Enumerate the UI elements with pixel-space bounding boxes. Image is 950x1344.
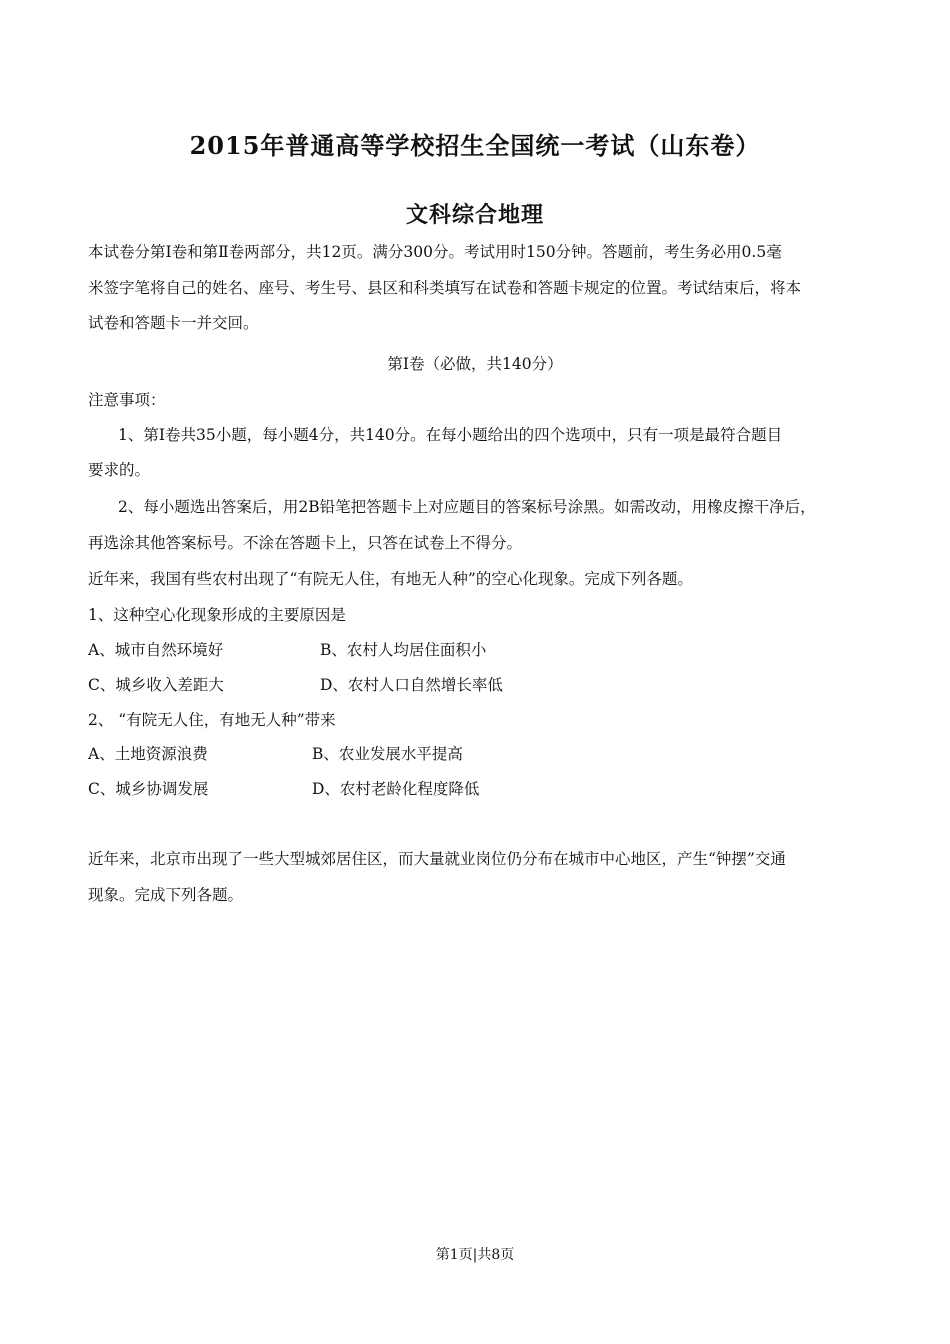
option-b: B、农村人均居住面积小 [320, 641, 487, 659]
intro-line: 本试卷分第Ⅰ卷和第Ⅱ卷两部分，共12页。满分300分。考试用时150分钟。答题前，考生务必用0.5毫 [88, 243, 782, 261]
page-footer: 第1页|共8页 [435, 1247, 515, 1263]
option-b: B、农业发展水平提高 [312, 745, 463, 763]
section-heading: 第Ⅰ卷（必做，共140分） [387, 355, 563, 373]
exam-title: 2015年普通高等学校招生全国统一考试（山东卷） [189, 131, 761, 160]
intro-line: 试卷和答题卡一并交回。 [88, 314, 259, 332]
question-1-stem: 1、这种空心化现象形成的主要原因是 [88, 606, 346, 624]
question-2-options-row [88, 779, 866, 799]
option-d: D、农村人口自然增长率低 [320, 676, 503, 694]
question-2-options-row [88, 744, 866, 764]
exam-subtitle: 文科综合地理 [405, 202, 544, 228]
question-1-options-row [88, 675, 866, 695]
note-1-cont: 要求的。 [88, 461, 151, 479]
note-2-cont: 再选涂其他答案标号。不涂在答题卡上，只答在试卷上不得分。 [88, 534, 523, 552]
notes-label: 注意事项： [88, 391, 166, 409]
note-1: 1、第Ⅰ卷共35小题，每小题4分，共140分。在每小题给出的四个选项中，只有一项是最符合题目 [118, 426, 783, 444]
option-d: D、农村老龄化程度降低 [312, 780, 480, 798]
option-a: A、土地资源浪费 [88, 745, 208, 763]
option-a: A、城市自然环境好 [88, 641, 224, 659]
question-2-stem: 2、 “有院无人住，有地无人种”带来 [88, 711, 336, 729]
option-c: C、城乡协调发展 [88, 780, 209, 798]
passage-1: 近年来，我国有些农村出现了“有院无人住，有地无人种”的空心化现象。完成下列各题。 [88, 570, 693, 588]
passage-2-cont: 现象。完成下列各题。 [88, 886, 244, 904]
intro-line: 米签字笔将自己的姓名、座号、考生号、县区和科类填写在试卷和答题卡规定的位置。考试结束后，将本 [88, 279, 802, 297]
note-2: 2、每小题选出答案后，用2B铅笔把答题卡上对应题目的答案标号涂黑。如需改动，用橡皮擦干净后， [118, 498, 816, 516]
passage-2: 近年来，北京市出现了一些大型城郊居住区，而大量就业岗位仍分布在城市中心地区，产生“钟摆”交通 [88, 850, 786, 868]
question-1-options-row [88, 640, 866, 660]
option-c: C、城乡收入差距大 [88, 676, 224, 694]
